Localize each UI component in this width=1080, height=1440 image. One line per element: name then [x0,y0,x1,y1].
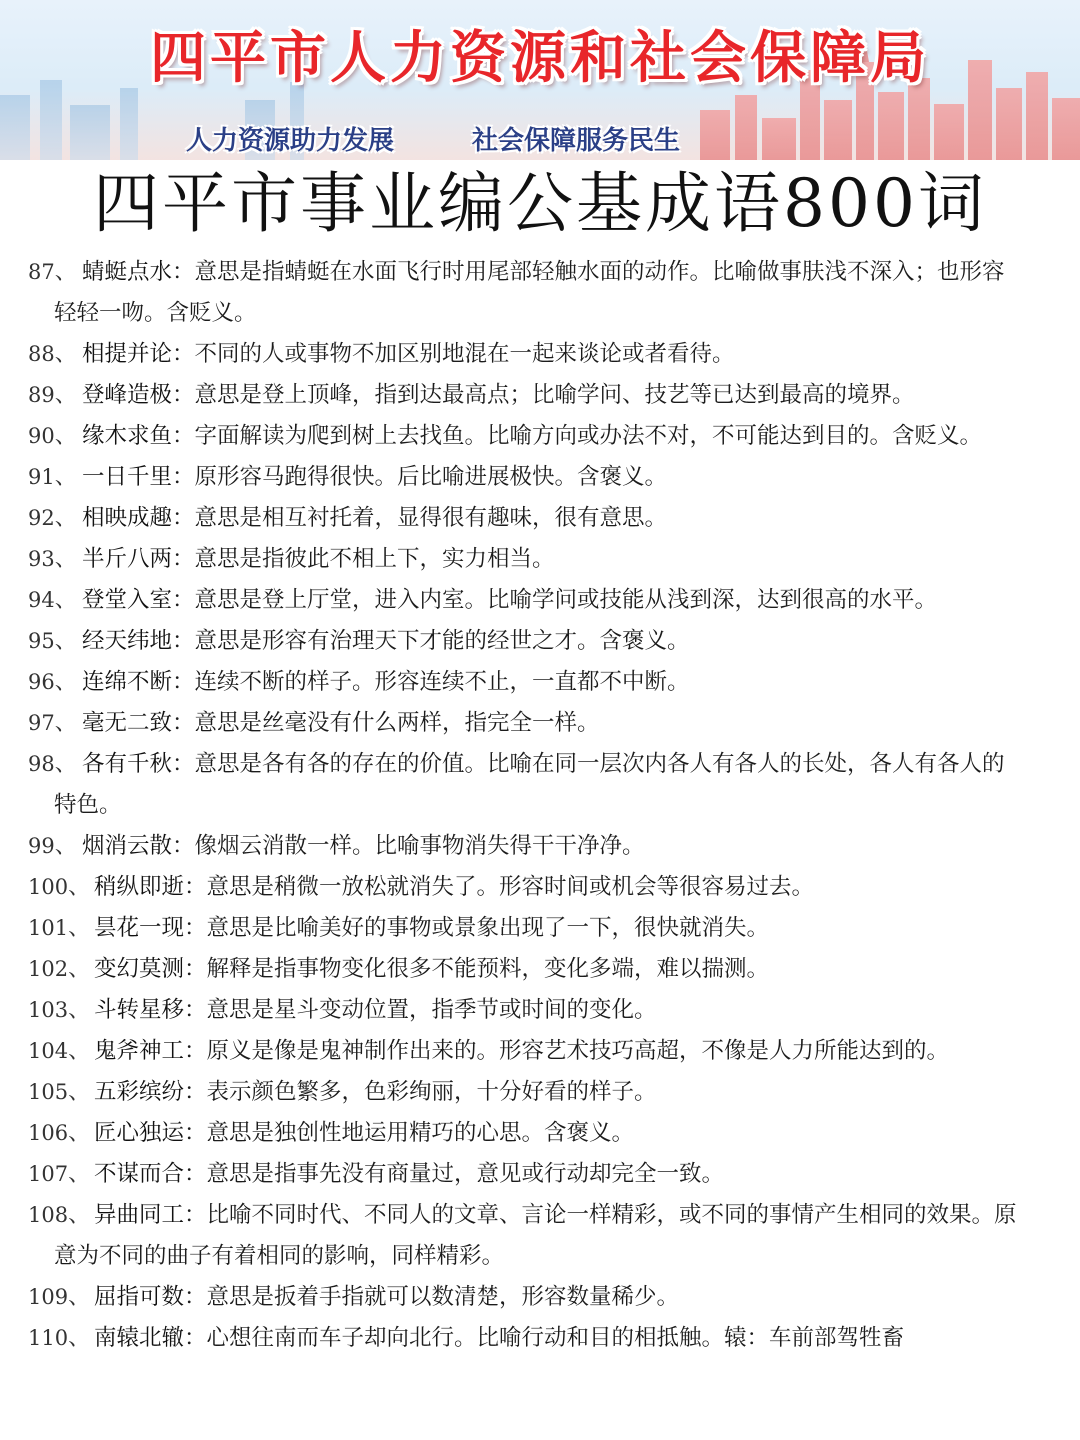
idiom-term: 昙花一现 [94,915,185,941]
list-item [0,867,1080,908]
list-item [0,1195,1080,1277]
idiom-term: 不谋而合 [94,1161,185,1187]
idiom-definition: ：意思是各有各的存在的价值。比喻在同一层次内各人有各人的长处，各人有各人的特色。 [54,751,1005,818]
item-number: 100 、 [28,867,90,908]
list-item [0,744,1080,826]
idiom-definition: ：意思是扳着手指就可以数清楚，形容数量稀少。 [184,1284,680,1310]
list-item [0,908,1080,949]
list-item [0,662,1080,703]
idiom-list [0,252,1080,1359]
org-name: 四平市人力资源和社会保障局 [150,26,930,91]
idiom-term: 经天纬地 [82,628,173,654]
idiom-definition: ：原义是像是鬼神制作出来的。形容艺术技巧高超，不像是人力所能达到的。 [184,1038,950,1064]
item-number: 105 、 [28,1072,90,1113]
idiom-definition: ：意思是相互衬托着，显得很有趣味，很有意思。 [172,505,668,531]
slogan-left: 人力资源助力发展 [186,126,395,156]
item-number: 103 、 [28,990,90,1031]
idiom-term: 毫无二致 [82,710,173,736]
list-item [0,334,1080,375]
idiom-term: 登堂入室 [82,587,173,613]
idiom-term: 匠心独运 [94,1120,185,1146]
idiom-term: 缘木求鱼 [82,423,173,449]
item-number: 106 、 [28,1113,90,1154]
item-number: 101 、 [28,908,90,949]
idiom-definition: ：意思是指彼此不相上下，实力相当。 [172,546,555,572]
idiom-term: 相映成趣 [82,505,173,531]
slogan-right: 社会保障服务民生 [472,126,681,156]
item-number: 107 、 [28,1154,90,1195]
list-item [0,1154,1080,1195]
document-title: 四平市事业编公基成语800词 [93,165,987,242]
list-item [0,457,1080,498]
item-number: 93 、 [28,539,77,580]
item-number: 110 、 [28,1318,90,1359]
idiom-definition: ：像烟云消散一样。比喻事物消失得干干净净。 [172,833,645,859]
item-number: 97 、 [28,703,77,744]
list-item [0,826,1080,867]
idiom-definition: ：心想往南而车子却向北行。比喻行动和目的相抵触。辕：车前部驾牲畜 [184,1325,905,1351]
item-number: 109 、 [28,1277,90,1318]
list-item [0,990,1080,1031]
idiom-definition: ：连续不断的样子。形容连续不止，一直都不中断。 [172,669,690,695]
list-item [0,580,1080,621]
list-item [0,949,1080,990]
item-number: 91 、 [28,457,77,498]
item-number: 90 、 [28,416,77,457]
list-item [0,416,1080,457]
idiom-definition: ：意思是形容有治理天下才能的经世之才。含褒义。 [172,628,690,654]
idiom-definition: ：意思是指蜻蜓在水面飞行时用尾部轻触水面的动作。比喻做事肤浅不深入；也形容轻轻一吻。含贬义。 [54,259,1005,326]
idiom-term: 异曲同工 [94,1202,185,1228]
idiom-term: 稍纵即逝 [94,874,185,900]
idiom-definition: ：意思是比喻美好的事物或景象出现了一下，很快就消失。 [184,915,770,941]
list-item [0,1318,1080,1359]
idiom-definition: ：意思是独创性地运用精巧的心思。含褒义。 [184,1120,635,1146]
item-number: 98 、 [28,744,77,785]
idiom-term: 斗转星移 [94,997,185,1023]
list-item [0,1113,1080,1154]
idiom-definition: ：意思是稍微一放松就消失了。形容时间或机会等很容易过去。 [184,874,815,900]
idiom-definition: ：意思是登上顶峰，指到达最高点；比喻学问、技艺等已达到最高的境界。 [172,382,915,408]
idiom-term: 相提并论 [82,341,173,367]
item-number: 87 、 [28,252,77,293]
idiom-term: 鬼斧神工 [94,1038,185,1064]
item-number: 102 、 [28,949,90,990]
idiom-definition: ：意思是丝毫没有什么两样，指完全一样。 [172,710,600,736]
idiom-term: 各有千秋 [82,751,173,777]
list-item [0,1072,1080,1113]
idiom-term: 半斤八两 [82,546,173,572]
list-item [0,1031,1080,1072]
item-number: 96 、 [28,662,77,703]
idiom-term: 烟消云散 [82,833,173,859]
idiom-definition: ：字面解读为爬到树上去找鱼。比喻方向或办法不对，不可能达到目的。含贬义。 [172,423,983,449]
idiom-term: 一日千里 [82,464,173,490]
idiom-definition: ：解释是指事物变化很多不能预料，变化多端，难以揣测。 [184,956,770,982]
idiom-term: 蜻蜓点水 [82,259,173,285]
idiom-definition: ：原形容马跑得很快。后比喻进展极快。含褒义。 [172,464,668,490]
item-number: 92 、 [28,498,77,539]
idiom-term: 南辕北辙 [94,1325,185,1351]
idiom-definition: ：意思是指事先没有商量过，意见或行动却完全一致。 [184,1161,725,1187]
item-number: 104 、 [28,1031,90,1072]
list-item [0,539,1080,580]
idiom-term: 连绵不断 [82,669,173,695]
item-number: 99 、 [28,826,77,867]
list-item [0,703,1080,744]
item-number: 88 、 [28,334,77,375]
list-item [0,621,1080,662]
list-item [0,375,1080,416]
idiom-definition: ：不同的人或事物不加区别地混在一起来谈论或者看待。 [172,341,735,367]
idiom-definition: ：意思是星斗变动位置，指季节或时间的变化。 [184,997,657,1023]
idiom-term: 登峰造极 [82,382,173,408]
idiom-definition: ：表示颜色繁多，色彩绚丽，十分好看的样子。 [184,1079,657,1105]
idiom-term: 屈指可数 [94,1284,185,1310]
idiom-definition: ：意思是登上厅堂，进入内室。比喻学问或技能从浅到深，达到很高的水平。 [172,587,938,613]
list-item [0,1277,1080,1318]
header-banner [0,0,1080,160]
item-number: 94 、 [28,580,77,621]
idiom-term: 变幻莫测 [94,956,185,982]
item-number: 89 、 [28,375,77,416]
item-number: 108 、 [28,1195,90,1236]
idiom-definition: ：比喻不同时代、不同人的文章、言论一样精彩，或不同的事情产生相同的效果。原意为不同的曲子有着相同的影响，同样精彩。 [54,1202,1017,1269]
list-item [0,498,1080,539]
idiom-term: 五彩缤纷 [94,1079,185,1105]
item-number: 95 、 [28,621,77,662]
list-item [0,252,1080,334]
